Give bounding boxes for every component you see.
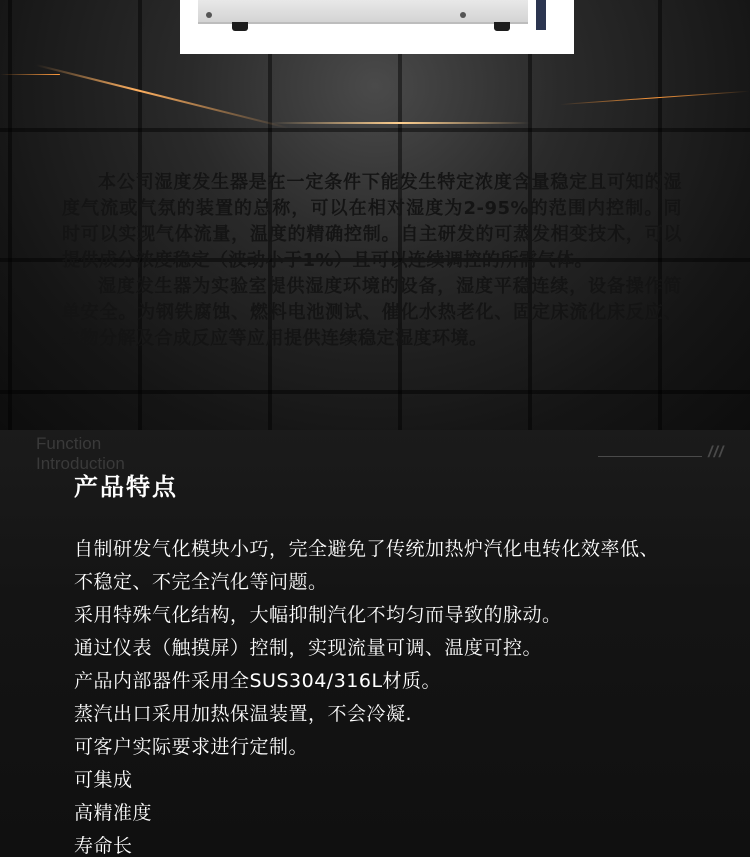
light-streak [560,91,750,105]
divider [598,456,702,457]
section-title: 产品特点 [74,473,178,501]
list-item: 通过仪表（触摸屏）控制，实现流量可调、温度可控。 [74,637,543,659]
slash-decoration: /// [708,444,725,461]
intro-paragraph: 本公司湿度发生器是在一定条件下能发生特定浓度含量稳定且可知的湿度气流或气氛的装置的总称，可以在相对湿度为2-95%的范围内控制。同时可以实现气体流量，温度的精确控制。自主研发的可蒸发相变技术，可以提供成分浓度稳定（波动小于1%）且可以连续调控的所需气体。 [62,172,682,271]
section-english-label [36,434,236,474]
light-streak [270,122,530,124]
section-label-line: Introduction [36,454,125,473]
device-side-panel [536,0,546,30]
light-streak [36,64,289,129]
grid-line [8,0,12,430]
device-base [198,0,528,24]
screw-icon [206,12,212,18]
device-foot [494,22,510,31]
feature-list [74,533,674,857]
list-item: 蒸汽出口采用加热保温装置，不会冷凝. [74,703,413,725]
product-image [180,0,574,54]
intro-description [62,170,682,352]
list-item: 可集成 [74,769,133,791]
list-item: 产品内部器件采用全SUS304/316L材质。 [74,670,442,692]
list-item: 自制研发气化模块小巧，完全避免了传统加热炉汽化电转化效率低、不稳定、不完全汽化等问题。 [74,538,660,593]
grid-line [0,128,750,132]
list-item: 可客户实际要求进行定制。 [74,736,309,758]
light-streak [0,74,60,75]
screw-icon [460,12,466,18]
device-foot [232,22,248,31]
section-label-line: Function [36,434,102,453]
list-item: 采用特殊气化结构，大幅抑制汽化不均匀而导致的脉动。 [74,604,562,626]
grid-line [0,390,750,394]
intro-paragraph: 湿度发生器为实验室提供湿度环境的设备，湿度平稳连续，设备操作简单安全。为钢铁腐蚀、燃料电池测试、催化水热老化、固定床流化床反应、生物分解及合成反应等应用提供连续稳定湿度环境。 [62,276,682,349]
list-item: 高精准度 [74,802,153,824]
list-item: 寿命长 [74,835,133,857]
